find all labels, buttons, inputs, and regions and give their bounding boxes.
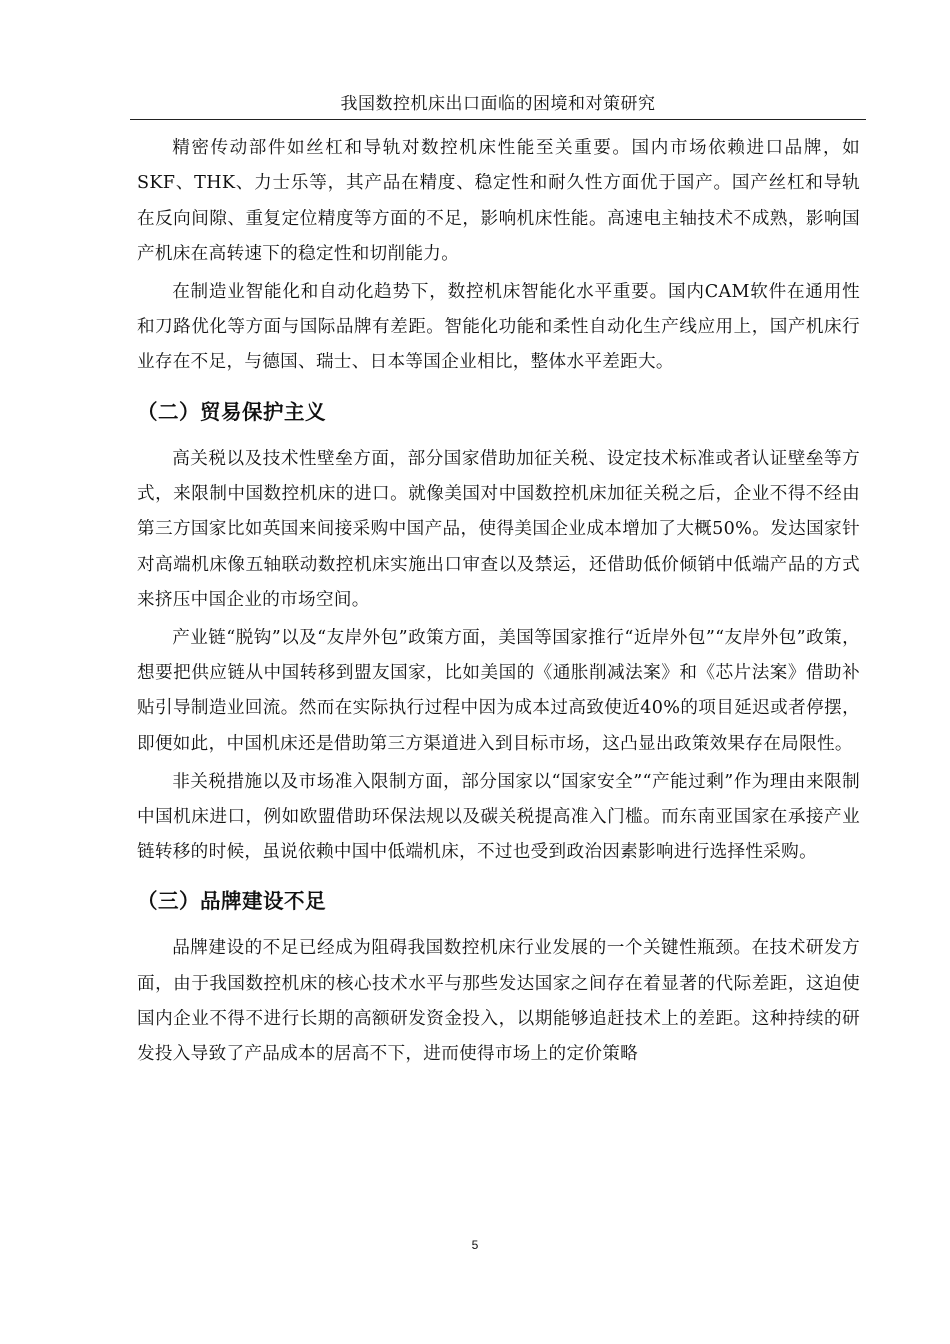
body-paragraph: 高关税以及技术性壁垒方面，部分国家借助加征关税、设定技术标准或者认证壁垒等方式，来限制中国数控机床的进口。就像美国对中国数控机床加征关税之后，企业不得不经由第三方国家比如英国来间接采购中国产品，使得美国企业成本增加了大概50%。发达国家针对高端机床像五轴联动数控机床实施出口审查以及禁运，还借助低价倾销中低端产品的方式来挤压中国企业的市场空间。 xyxy=(137,448,860,610)
body-paragraph: 精密传动部件如丝杠和导轨对数控机床性能至关重要。国内市场依赖进口品牌，如SKF、THK、力士乐等，其产品在精度、稳定性和耐久性方面优于国产。国产丝杠和导轨在反向间隙、重复定位精度等方面的不足，影响机床性能。高速电主轴技术不成熟，影响国产机床在高转速下的稳定性和切削能力。 xyxy=(137,138,860,264)
section-heading-brand-building: （三）品牌建设不足 xyxy=(137,889,326,914)
document-body xyxy=(137,131,860,1073)
body-paragraph: 在制造业智能化和自动化趋势下，数控机床智能化水平重要。国内CAM软件在通用性和刀路优化等方面与国际品牌有差距。智能化功能和柔性自动化生产线应用上，国产机床行业存在不足，与德国、瑞士、日本等国企业相比，整体水平差距大。 xyxy=(137,281,860,373)
section-heading-trade-protectionism: （二）贸易保护主义 xyxy=(137,399,326,424)
body-paragraph: 品牌建设的不足已经成为阻碍我国数控机床行业发展的一个关键性瓶颈。在技术研发方面，由于我国数控机床的核心技术水平与那些发达国家之间存在着显著的代际差距，这迫使国内企业不得不进行长期的高额研发资金投入，以期能够追赶技术上的差距。这种持续的研发投入导致了产品成本的居高不下，进而使得市场上的定价策略 xyxy=(137,938,860,1065)
running-header: 我国数控机床出口面临的困境和对策研究 xyxy=(130,92,866,120)
body-paragraph: 非关税措施以及市场准入限制方面，部分国家以“国家安全”“产能过剩”作为理由来限制中国机床进口，例如欧盟借助环保法规以及碳关税提高准入门槛。而东南亚国家在承接产业链转移的时候，虽说依赖中国中低端机床，不过也受到政治因素影响进行选择性采购。 xyxy=(137,771,860,863)
page-number: 5 xyxy=(471,1238,479,1252)
body-paragraph: 产业链“脱钩”以及“友岸外包”政策方面，美国等国家推行“近岸外包”“友岸外包”政策，想要把供应链从中国转移到盟友国家，比如美国的《通胀削减法案》和《芯片法案》借助补贴引导制造业回流。然而在实际执行过程中因为成本过高致使近40%的项目延迟或者停摆，即便如此，中国机床还是借助第三方渠道进入到目标市场，这凸显出政策效果存在局限性。 xyxy=(137,627,860,754)
